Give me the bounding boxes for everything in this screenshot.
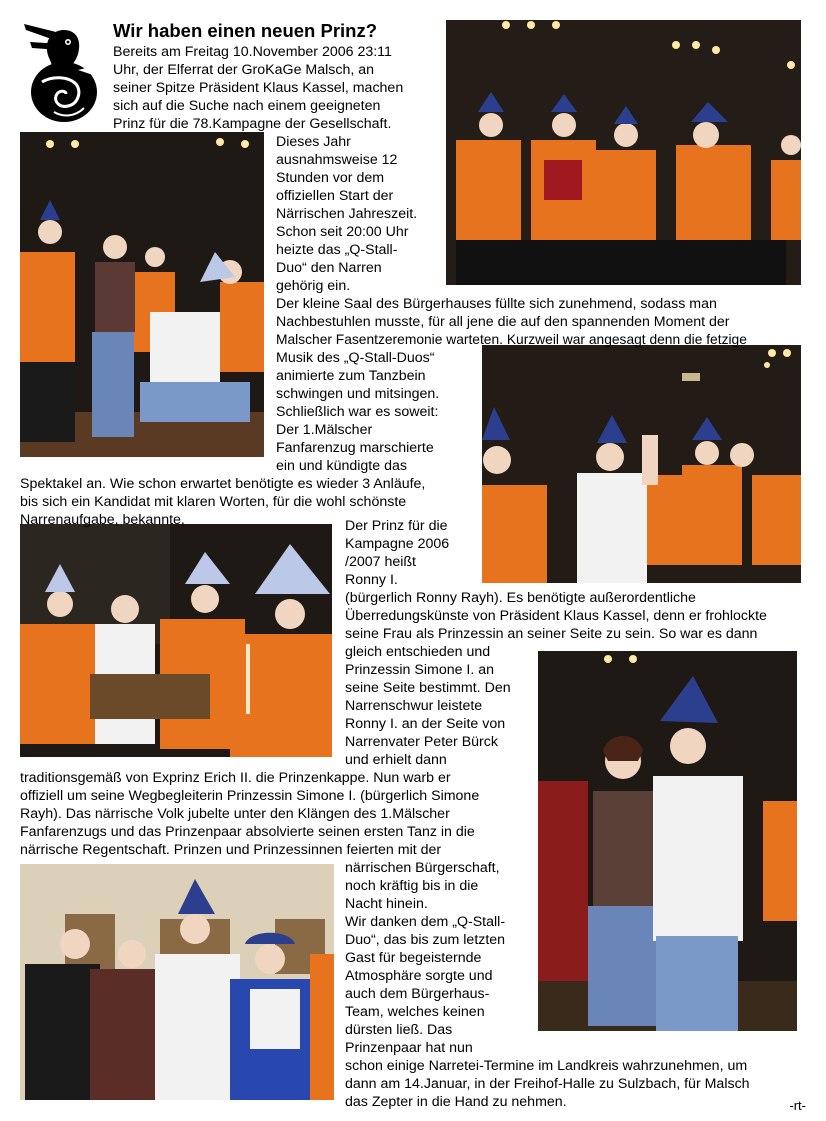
text-line: seiner Spitze Präsident Klaus Kassel, machen xyxy=(113,80,404,96)
photo-elferrat-stage xyxy=(446,20,801,285)
text-line: ein und kündigte das xyxy=(276,458,407,474)
text-line: närrischen Bürgerschaft, xyxy=(345,860,500,876)
text-line: närrische Regentschaft. Prinzen und Prinzessinnen feierten mit der xyxy=(20,842,442,858)
author-signature: -rt- xyxy=(789,1098,806,1113)
text-line: seine Frau als Prinzessin an seiner Seite zu sein. So war es dann xyxy=(345,626,758,642)
text-line: Prinzessin Simone I. an xyxy=(345,662,495,678)
text-line: das Zepter in die Hand zu nehmen. xyxy=(345,1094,567,1110)
text-line: Fanfarenzugs und das Prinzenpaar absolvierte seinen ersten Tanz in die xyxy=(20,824,475,840)
stork-logo xyxy=(20,20,102,126)
text-line: Überredungskünste von Präsident Klaus Kassel, denn er frohlockte xyxy=(345,608,767,624)
text-line: Stunden vor dem xyxy=(276,170,385,186)
text-line: Uhr, der Elferrat der GroKaGe Malsch, an xyxy=(113,62,374,78)
text-line: Nachbestuhlen musste, für all jene die auf den spannenden Moment der xyxy=(276,314,730,330)
article-title: Wir haben einen neuen Prinz? xyxy=(113,20,378,41)
text-line: offiziell um seine Wegbegleiterin Prinzessin Simone I. (bürgerlich Simone xyxy=(20,788,480,804)
text-line: Team, welches keinen xyxy=(345,1004,485,1020)
text-line: Ronny I. an der Seite von xyxy=(345,716,506,732)
text-line: Bereits am Freitag 10.November 2006 23:11 xyxy=(113,44,392,60)
text-line: bis sich ein Kandidat mit klaren Worten, für die wohl schönste xyxy=(20,494,407,510)
text-line: schon einige Narretei-Termine im Landkreis wahrzunehmen, um xyxy=(345,1058,748,1074)
text-line: Gast für begeisternde xyxy=(345,950,482,966)
text-line: und erhielt dann xyxy=(345,752,447,768)
text-line: Prinz für die 78.Kampagne der Gesellschaft. xyxy=(113,116,392,132)
text-line: Närrischen Jahreszeit. xyxy=(276,206,418,222)
text-line: Schließlich war es soweit: xyxy=(276,404,439,420)
text-line: Atmosphäre sorgte und xyxy=(345,968,493,984)
text-line: Nacht hinein. xyxy=(345,896,428,912)
text-line: Der Prinz für die xyxy=(345,518,448,534)
text-line: heizte das „Q-Stall- xyxy=(276,242,398,258)
text-line: Der 1.Mälscher xyxy=(276,422,373,438)
photo-prince-cheering xyxy=(482,345,801,583)
text-line: schwingen und mitsingen. xyxy=(276,386,440,402)
text-line: Duo“ den Narren xyxy=(276,260,382,276)
text-line: Prinzenpaar hat nun xyxy=(345,1040,473,1056)
text-line: seine Seite bestimmt. Den xyxy=(345,680,511,696)
text-line: gehörig ein. xyxy=(276,278,351,294)
text-line: sich auf die Suche nach einem geeigneten xyxy=(113,98,381,114)
text-line: Der kleine Saal des Bürgerhauses füllte sich zunehmend, sodass man xyxy=(276,296,717,312)
text-line: offiziellen Start der xyxy=(276,188,394,204)
text-line: animierte zum Tanzbein xyxy=(276,368,426,384)
text-line: Musik des „Q-Stall-Duos“ xyxy=(276,350,435,366)
text-line: Spektakel an. Wie schon erwartet benötigte es wieder 3 Anläufe, xyxy=(20,476,426,492)
photo-group-portrait xyxy=(20,864,334,1100)
text-line: dürsten ließ. Das xyxy=(345,1022,453,1038)
text-line: traditionsgemäß von Exprinz Erich II. die Prinzenkappe. Nun warb er xyxy=(20,770,451,786)
text-line: Narrenschwur leistete xyxy=(345,698,483,714)
text-line: Duo“, das bis zum letzten xyxy=(345,932,506,948)
text-line: Schon seit 20:00 Uhr xyxy=(276,224,409,240)
text-line: Malscher Fasentzeremonie warteten. Kurzweil war angesagt denn die fetzige xyxy=(276,332,747,347)
text-line: Wir danken dem „Q-Stall- xyxy=(345,914,506,930)
text-line: auch dem Bürgerhaus- xyxy=(345,986,490,1002)
text-line: Dieses Jahr xyxy=(276,134,351,150)
text-line: ausnahmsweise 12 xyxy=(276,152,398,168)
text-line: noch kräftig bis in die xyxy=(345,878,479,894)
text-line: Narrenvater Peter Bürck xyxy=(345,734,498,750)
text-line: Fanfarenzug marschierte xyxy=(276,440,434,456)
photo-kneeling-candidate xyxy=(20,132,264,457)
text-line: dann am 14.Januar, in der Freihof-Halle zu Sulzbach, für Malsch xyxy=(345,1076,750,1092)
text-line: /2007 heißt xyxy=(345,554,416,570)
text-line: Rayh). Das närrische Volk jubelte unter den Klängen des 1.Mälscher xyxy=(20,806,450,822)
text-line: Ronny I. xyxy=(345,572,398,588)
text-line: Kampagne 2006 xyxy=(345,536,450,552)
text-line: gleich entschieden und xyxy=(345,644,491,660)
text-line: Narrenaufgabe, bekannte. xyxy=(20,512,185,528)
photo-first-dance xyxy=(538,651,797,1031)
photo-narrenschwur-book xyxy=(20,524,332,757)
text-line: (bürgerlich Ronny Rayh). Es benötigte außerordentliche xyxy=(345,590,696,606)
